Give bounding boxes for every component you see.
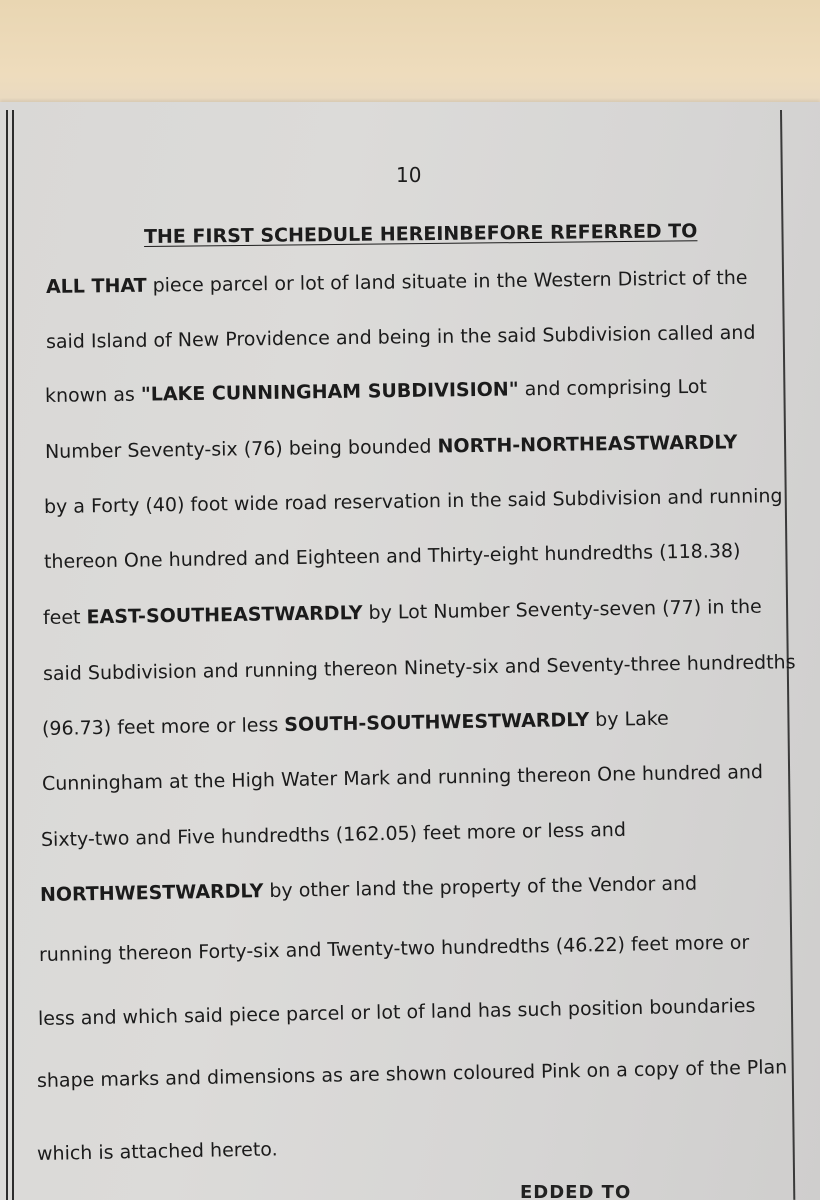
text-segment: Sixty-two and Five hundredths (162.05) feet more or less and	[40, 818, 627, 851]
schedule-line	[44, 540, 741, 573]
schedule-line	[41, 819, 626, 851]
text-segment: Cunningham at the High Water Mark and running thereon One hundred and	[41, 761, 764, 795]
schedule-line	[37, 1056, 788, 1092]
text-segment: less and which said piece parcel or lot of land has such position boundaries	[37, 994, 756, 1030]
text-segment: Number Seventy-six (76) being bounded	[44, 435, 438, 463]
text-segment: by Lake	[588, 707, 669, 731]
text-segment: by Lot Number Seventy-seven (77) in the	[362, 595, 762, 624]
schedule-heading: THE FIRST SCHEDULE HEREINBEFORE REFERRED TO	[143, 220, 698, 248]
text-segment: which is attached hereto.	[36, 1138, 278, 1165]
schedule-line	[44, 485, 783, 518]
schedule-line	[42, 761, 763, 795]
text-segment: shape marks and dimensions as are shown coloured Pink on a copy of the Plan	[36, 1056, 788, 1092]
schedule-line	[37, 1138, 278, 1165]
text-segment: thereon One hundred and Eighteen and Thirty-eight hundredths (118.38)	[43, 540, 741, 573]
schedule-line	[39, 932, 750, 966]
text-segment: feet	[42, 606, 87, 629]
page-number: 10	[396, 163, 422, 187]
bold-term: ALL THAT	[45, 274, 147, 298]
schedule-line	[45, 431, 738, 463]
bold-term: "LAKE CUNNINGHAM SUBDIVISION"	[140, 378, 519, 406]
text-segment: by other land the property of the Vendor and	[263, 872, 698, 903]
text-segment: said Subdivision and running thereon Ninety-six and Seventy-three hundredths	[42, 651, 796, 685]
bold-term: EAST-SOUTHEASTWARDLY	[86, 601, 363, 629]
next-heading-fragment: EDDED TO	[520, 1182, 632, 1200]
schedule-line	[42, 708, 669, 740]
schedule-line	[46, 267, 748, 298]
schedule-line	[40, 873, 697, 906]
bold-term: NORTH-NORTHEASTWARDLY	[437, 431, 738, 458]
bold-term: NORTHWESTWARDLY	[39, 880, 264, 906]
text-segment: known as	[44, 383, 142, 407]
text-segment: (96.73) feet more or less	[41, 713, 285, 740]
schedule-line	[38, 995, 756, 1030]
schedule-line	[43, 596, 762, 629]
text-segment: said Island of New Providence and being in the said Subdivision called and	[45, 321, 756, 353]
text-segment: by a Forty (40) foot wide road reservation in the said Subdivision and running	[43, 485, 783, 518]
bold-term: SOUTH-SOUTHWESTWARDLY	[284, 708, 590, 736]
schedule-line	[45, 376, 707, 407]
schedule-line	[43, 651, 796, 685]
text-segment: and comprising Lot	[518, 375, 707, 401]
text-segment: piece parcel or lot of land situate in the Western District of the	[146, 266, 748, 297]
text-segment: running thereon Forty-six and Twenty-two hundredths (46.22) feet more or	[38, 931, 750, 966]
schedule-line	[46, 322, 756, 353]
